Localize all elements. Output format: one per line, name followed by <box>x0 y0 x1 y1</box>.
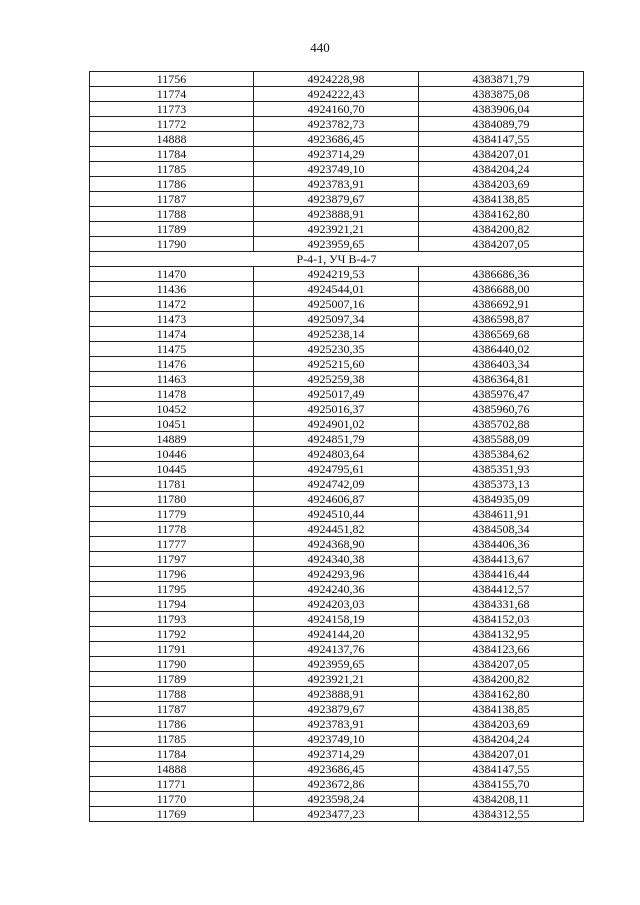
x-coordinate-cell: 4923879,67 <box>254 702 419 717</box>
point-number-cell: 11778 <box>90 522 254 537</box>
x-coordinate-cell: 4923921,21 <box>254 222 419 237</box>
table-row <box>90 297 584 312</box>
table-row <box>90 372 584 387</box>
point-number-cell: 11789 <box>90 672 254 687</box>
table-row <box>90 747 584 762</box>
table-row <box>90 792 584 807</box>
x-coordinate-cell: 4924742,09 <box>254 477 419 492</box>
table-row <box>90 732 584 747</box>
x-coordinate-cell: 4925007,16 <box>254 297 419 312</box>
table-row <box>90 312 584 327</box>
table-row <box>90 102 584 117</box>
point-number-cell: 11476 <box>90 357 254 372</box>
y-coordinate-cell: 4384406,36 <box>419 537 584 552</box>
x-coordinate-cell: 4923959,65 <box>254 237 419 252</box>
y-coordinate-cell: 4384203,69 <box>419 177 584 192</box>
y-coordinate-cell: 4384162,80 <box>419 687 584 702</box>
point-number-cell: 11795 <box>90 582 254 597</box>
point-number-cell: 11781 <box>90 477 254 492</box>
x-coordinate-cell: 4923749,10 <box>254 162 419 177</box>
y-coordinate-cell: 4384204,24 <box>419 732 584 747</box>
table-row <box>90 162 584 177</box>
x-coordinate-cell: 4923749,10 <box>254 732 419 747</box>
x-coordinate-cell: 4923783,91 <box>254 717 419 732</box>
y-coordinate-cell: 4384132,95 <box>419 627 584 642</box>
y-coordinate-cell: 4384207,05 <box>419 657 584 672</box>
table-row <box>90 387 584 402</box>
x-coordinate-cell: 4924203,03 <box>254 597 419 612</box>
y-coordinate-cell: 4386440,02 <box>419 342 584 357</box>
x-coordinate-cell: 4924544,01 <box>254 282 419 297</box>
x-coordinate-cell: 4923782,73 <box>254 117 419 132</box>
page-number: 440 <box>310 40 330 55</box>
y-coordinate-cell: 4383871,79 <box>419 72 584 87</box>
point-number-cell: 11796 <box>90 567 254 582</box>
y-coordinate-cell: 4385384,62 <box>419 447 584 462</box>
table-row <box>90 702 584 717</box>
point-number-cell: 11797 <box>90 552 254 567</box>
point-number-cell: 11788 <box>90 207 254 222</box>
y-coordinate-cell: 4386686,36 <box>419 267 584 282</box>
x-coordinate-cell: 4924228,98 <box>254 72 419 87</box>
point-number-cell: 11777 <box>90 537 254 552</box>
y-coordinate-cell: 4384508,34 <box>419 522 584 537</box>
x-coordinate-cell: 4925215,60 <box>254 357 419 372</box>
y-coordinate-cell: 4384203,69 <box>419 717 584 732</box>
table-row <box>90 462 584 477</box>
table-row <box>90 627 584 642</box>
point-number-cell: 11473 <box>90 312 254 327</box>
x-coordinate-cell: 4924137,76 <box>254 642 419 657</box>
table-row <box>90 267 584 282</box>
x-coordinate-cell: 4924219,53 <box>254 267 419 282</box>
table-row <box>90 177 584 192</box>
x-coordinate-cell: 4923888,91 <box>254 207 419 222</box>
table-row <box>90 672 584 687</box>
y-coordinate-cell: 4384416,44 <box>419 567 584 582</box>
table-row <box>90 282 584 297</box>
table-row <box>90 222 584 237</box>
point-number-cell: 10452 <box>90 402 254 417</box>
x-coordinate-cell: 4924851,79 <box>254 432 419 447</box>
x-coordinate-cell: 4924222,43 <box>254 87 419 102</box>
x-coordinate-cell: 4925259,38 <box>254 372 419 387</box>
x-coordinate-cell: 4924803,64 <box>254 447 419 462</box>
table-row <box>90 612 584 627</box>
y-coordinate-cell: 4386692,91 <box>419 297 584 312</box>
table-row <box>90 417 584 432</box>
point-number-cell: 11789 <box>90 222 254 237</box>
point-number-cell: 11784 <box>90 147 254 162</box>
table-row <box>90 207 584 222</box>
table-row <box>90 777 584 792</box>
y-coordinate-cell: 4386598,87 <box>419 312 584 327</box>
point-number-cell: 11756 <box>90 72 254 87</box>
y-coordinate-cell: 4385702,88 <box>419 417 584 432</box>
x-coordinate-cell: 4923598,24 <box>254 792 419 807</box>
y-coordinate-cell: 4384200,82 <box>419 222 584 237</box>
x-coordinate-cell: 4924606,87 <box>254 492 419 507</box>
y-coordinate-cell: 4385351,93 <box>419 462 584 477</box>
point-number-cell: 10446 <box>90 447 254 462</box>
x-coordinate-cell: 4923783,91 <box>254 177 419 192</box>
point-number-cell: 11785 <box>90 732 254 747</box>
x-coordinate-cell: 4924144,20 <box>254 627 419 642</box>
point-number-cell: 11787 <box>90 702 254 717</box>
x-coordinate-cell: 4924293,96 <box>254 567 419 582</box>
table-row <box>90 87 584 102</box>
point-number-cell: 11472 <box>90 297 254 312</box>
x-coordinate-cell: 4925017,49 <box>254 387 419 402</box>
y-coordinate-cell: 4384204,24 <box>419 162 584 177</box>
point-number-cell: 11773 <box>90 102 254 117</box>
coordinates-table <box>89 71 584 822</box>
table-row <box>90 432 584 447</box>
x-coordinate-cell: 4924451,82 <box>254 522 419 537</box>
section-label: Р-4-1, УЧ В-4-7 <box>90 252 584 267</box>
table-row <box>90 192 584 207</box>
table-row <box>90 537 584 552</box>
x-coordinate-cell: 4923888,91 <box>254 687 419 702</box>
y-coordinate-cell: 4384207,05 <box>419 237 584 252</box>
point-number-cell: 11793 <box>90 612 254 627</box>
table-row <box>90 342 584 357</box>
point-number-cell: 11478 <box>90 387 254 402</box>
table-row <box>90 237 584 252</box>
x-coordinate-cell: 4923714,29 <box>254 147 419 162</box>
y-coordinate-cell: 4386569,68 <box>419 327 584 342</box>
point-number-cell: 11785 <box>90 162 254 177</box>
table-row <box>90 657 584 672</box>
x-coordinate-cell: 4924795,61 <box>254 462 419 477</box>
coordinates-table-body <box>90 72 584 822</box>
table-row <box>90 597 584 612</box>
table-row <box>90 762 584 777</box>
y-coordinate-cell: 4384138,85 <box>419 192 584 207</box>
point-number-cell: 11774 <box>90 87 254 102</box>
x-coordinate-cell: 4924901,02 <box>254 417 419 432</box>
y-coordinate-cell: 4384413,67 <box>419 552 584 567</box>
table-row <box>90 132 584 147</box>
point-number-cell: 11475 <box>90 342 254 357</box>
x-coordinate-cell: 4924160,70 <box>254 102 419 117</box>
point-number-cell: 11474 <box>90 327 254 342</box>
x-coordinate-cell: 4924368,90 <box>254 537 419 552</box>
point-number-cell: 11791 <box>90 642 254 657</box>
point-number-cell: 11436 <box>90 282 254 297</box>
point-number-cell: 10451 <box>90 417 254 432</box>
y-coordinate-cell: 4384207,01 <box>419 747 584 762</box>
y-coordinate-cell: 4384138,85 <box>419 702 584 717</box>
point-number-cell: 11470 <box>90 267 254 282</box>
y-coordinate-cell: 4385588,09 <box>419 432 584 447</box>
section-header-row <box>90 252 584 267</box>
y-coordinate-cell: 4383906,04 <box>419 102 584 117</box>
x-coordinate-cell: 4923959,65 <box>254 657 419 672</box>
y-coordinate-cell: 4385960,76 <box>419 402 584 417</box>
table-row <box>90 687 584 702</box>
y-coordinate-cell: 4386364,81 <box>419 372 584 387</box>
point-number-cell: 11792 <box>90 627 254 642</box>
point-number-cell: 11790 <box>90 237 254 252</box>
point-number-cell: 11770 <box>90 792 254 807</box>
x-coordinate-cell: 4924340,38 <box>254 552 419 567</box>
x-coordinate-cell: 4923672,86 <box>254 777 419 792</box>
table-row <box>90 717 584 732</box>
y-coordinate-cell: 4384331,68 <box>419 597 584 612</box>
y-coordinate-cell: 4383875,08 <box>419 87 584 102</box>
x-coordinate-cell: 4925238,14 <box>254 327 419 342</box>
table-row <box>90 807 584 822</box>
point-number-cell: 11787 <box>90 192 254 207</box>
point-number-cell: 11790 <box>90 657 254 672</box>
table-row <box>90 522 584 537</box>
table-row <box>90 117 584 132</box>
table-row <box>90 492 584 507</box>
x-coordinate-cell: 4925016,37 <box>254 402 419 417</box>
point-number-cell: 11786 <box>90 177 254 192</box>
y-coordinate-cell: 4384152,03 <box>419 612 584 627</box>
point-number-cell: 14889 <box>90 432 254 447</box>
point-number-cell: 11463 <box>90 372 254 387</box>
x-coordinate-cell: 4925097,34 <box>254 312 419 327</box>
y-coordinate-cell: 4384147,55 <box>419 132 584 147</box>
table-row <box>90 147 584 162</box>
point-number-cell: 11772 <box>90 117 254 132</box>
table-row <box>90 582 584 597</box>
point-number-cell: 14888 <box>90 132 254 147</box>
y-coordinate-cell: 4386403,34 <box>419 357 584 372</box>
y-coordinate-cell: 4384611,91 <box>419 507 584 522</box>
x-coordinate-cell: 4924240,36 <box>254 582 419 597</box>
point-number-cell: 11771 <box>90 777 254 792</box>
table-row <box>90 327 584 342</box>
y-coordinate-cell: 4384312,55 <box>419 807 584 822</box>
x-coordinate-cell: 4923686,45 <box>254 132 419 147</box>
x-coordinate-cell: 4923714,29 <box>254 747 419 762</box>
table-row <box>90 357 584 372</box>
point-number-cell: 11779 <box>90 507 254 522</box>
y-coordinate-cell: 4384208,11 <box>419 792 584 807</box>
x-coordinate-cell: 4925230,35 <box>254 342 419 357</box>
y-coordinate-cell: 4384207,01 <box>419 147 584 162</box>
point-number-cell: 11794 <box>90 597 254 612</box>
point-number-cell: 11769 <box>90 807 254 822</box>
y-coordinate-cell: 4386688,00 <box>419 282 584 297</box>
y-coordinate-cell: 4384123,66 <box>419 642 584 657</box>
y-coordinate-cell: 4384155,70 <box>419 777 584 792</box>
x-coordinate-cell: 4923879,67 <box>254 192 419 207</box>
point-number-cell: 11780 <box>90 492 254 507</box>
point-number-cell: 14888 <box>90 762 254 777</box>
x-coordinate-cell: 4924510,44 <box>254 507 419 522</box>
point-number-cell: 11788 <box>90 687 254 702</box>
y-coordinate-cell: 4384200,82 <box>419 672 584 687</box>
table-row <box>90 507 584 522</box>
table-row <box>90 402 584 417</box>
y-coordinate-cell: 4385976,47 <box>419 387 584 402</box>
y-coordinate-cell: 4384089,79 <box>419 117 584 132</box>
y-coordinate-cell: 4384162,80 <box>419 207 584 222</box>
point-number-cell: 11784 <box>90 747 254 762</box>
x-coordinate-cell: 4924158,19 <box>254 612 419 627</box>
y-coordinate-cell: 4384412,57 <box>419 582 584 597</box>
point-number-cell: 11786 <box>90 717 254 732</box>
table-row <box>90 72 584 87</box>
x-coordinate-cell: 4923921,21 <box>254 672 419 687</box>
x-coordinate-cell: 4923686,45 <box>254 762 419 777</box>
table-row <box>90 552 584 567</box>
x-coordinate-cell: 4923477,23 <box>254 807 419 822</box>
table-row <box>90 447 584 462</box>
point-number-cell: 10445 <box>90 462 254 477</box>
table-row <box>90 567 584 582</box>
table-row <box>90 642 584 657</box>
y-coordinate-cell: 4384147,55 <box>419 762 584 777</box>
y-coordinate-cell: 4384935,09 <box>419 492 584 507</box>
table-row <box>90 477 584 492</box>
y-coordinate-cell: 4385373,13 <box>419 477 584 492</box>
